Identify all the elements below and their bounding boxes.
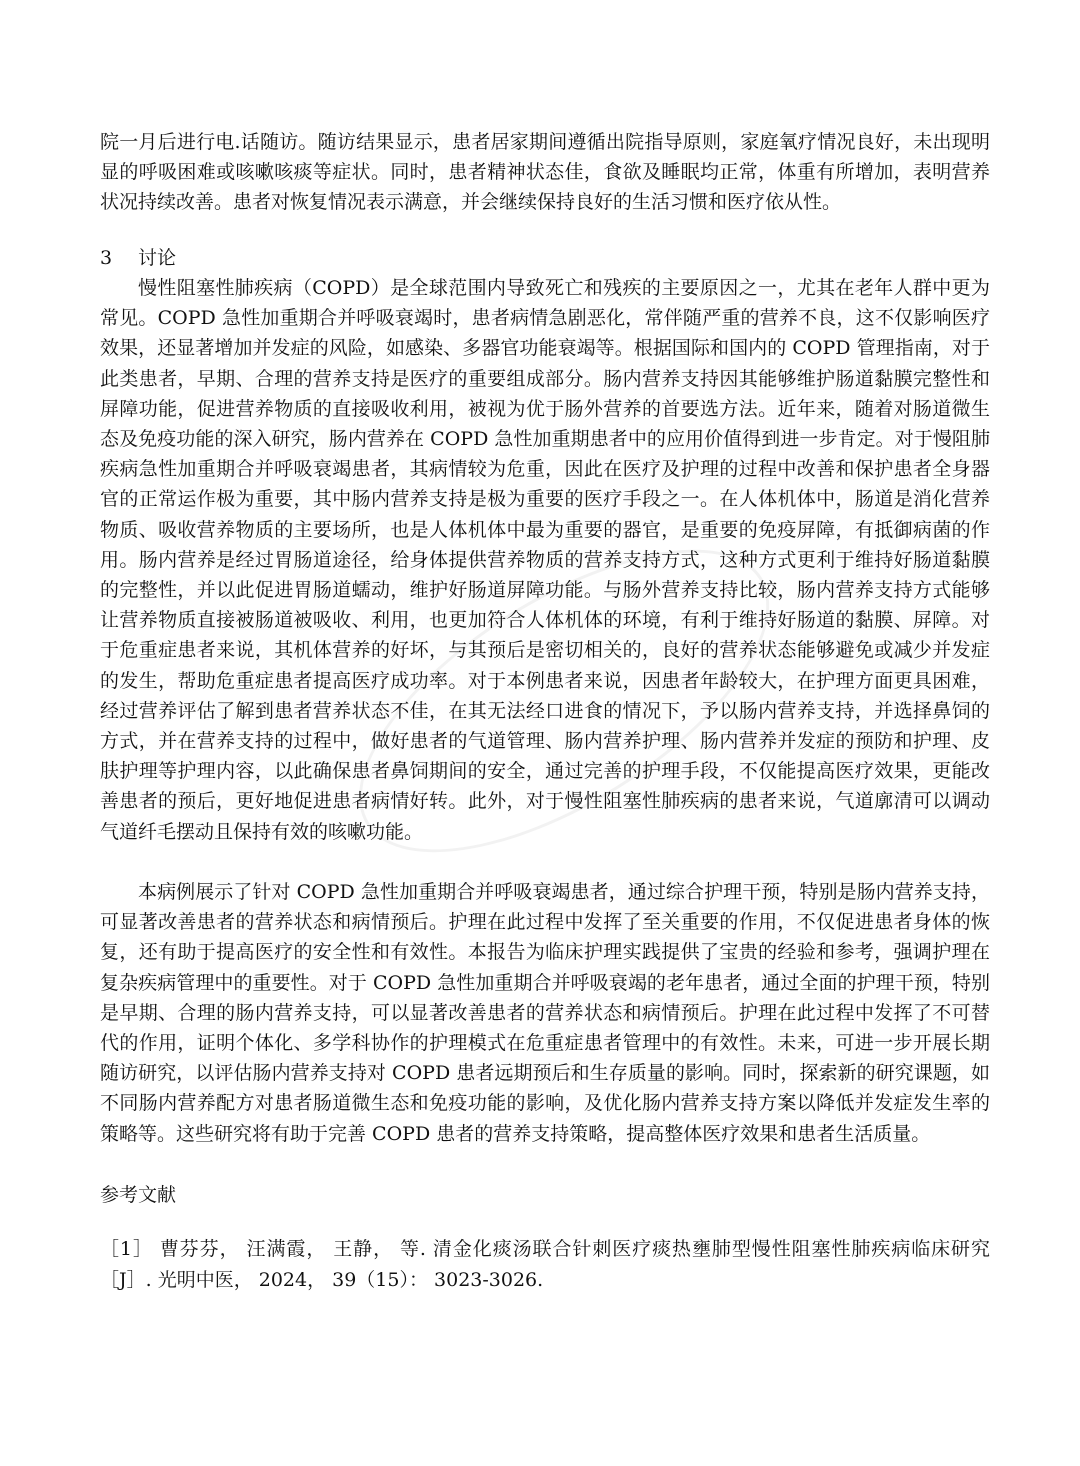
section-heading — [100, 243, 176, 273]
discussion-paragraph-1: 慢性阻塞性肺疾病（COPD）是全球范围内导致死亡和残疾的主要原因之一，尤其在老年人群中更为常见。COPD 急性加重期合并呼吸衰竭时，患者病情急剧恶化，常伴随严重的营养不良，这不仅影响医疗效果，还显著增加并发症的风险，如感染、多器官功能衰竭等。根据国际和国内的 COPD 管理指南，对于此类患者，早期、合理的营养支持是医疗的重要组成部分。肠内营养支持因其能够维护肠道黏膜完整性和屏障功能，促进营养物质的直接吸收利用，被视为优于肠外营养的首要选方法。近年来，随着对肠道微生态及免疫功能的深入研究，肠内营养在 COPD 急性加重期患者中的应用价值得到进一步肯定。对于慢阻肺疾病急性加重期合并呼吸衰竭患者，其病情较为危重，因此在医疗及护理的过程中改善和保护患者全身器官的正常运作极为重要，其中肠内营养支持是极为重要的医疗手段之一。在人体机体中，肠道是消化营养物质、吸收营养物质的主要场所，也是人体机体中最为重要的器官，是重要的免疫屏障，有抵御病菌的作用。肠内营养是经过胃肠道途径，给身体提供营养物质的营养支持方式，这种方式更利于维持好肠道黏膜的完整性，并以此促进胃肠道蠕动，维护好肠道屏障功能。与肠外营养支持比较，肠内营养支持方式能够让营养物质直接被肠道被吸收、利用，也更加符合人体机体的环境，有利于维持好肠道的黏膜、屏障。对于危重症患者来说，其机体营养的好坏，与其预后是密切相关的，良好的营养状态能够避免或减少并发症的发生，帮助危重症患者提高医疗成功率。对于本例患者来说，因患者年龄较大，在护理方面更具困难，经过营养评估了解到患者营养状态不佳，在其无法经口进食的情况下，予以肠内营养支持，并选择鼻饲的方式，并在营养支持的过程中，做好患者的气道管理、肠内营养护理、肠内营养并发症的预防和护理、皮肤护理等护理内容，以此确保患者鼻饲期间的安全，通过完善的护理手段，不仅能提高医疗效果，更能改善患者的预后，更好地促进患者病情好转。此外，对于慢性阻塞性肺疾病的患者来说，气道廓清可以调动气道纤毛摆动且保持有效的咳嗽功能。 — [100, 277, 990, 843]
reference-item: ［1］ 曹芬芬， 汪满霞， 王静， 等. 清金化痰汤联合针刺医疗痰热壅肺型慢性阻塞性肺疾病临床研究［J］. 光明中医， 2024， 39（15）： 3023-3026. — [100, 1238, 990, 1291]
references-title: 参考文献 — [100, 1184, 177, 1206]
section-title: 讨论 — [138, 247, 177, 269]
section-number: 3 — [100, 247, 113, 269]
continuation-paragraph: 院一月后进行电.话随访。随访结果显示，患者居家期间遵循出院指导原则，家庭氧疗情况良好，未出现明显的呼吸困难或咳嗽咳痰等症状。同时，患者精神状态佳，食欲及睡眠均正常，体重有所增加，表明营养状况持续改善。患者对恢复情况表示满意，并会继续保持良好的生活习惯和医疗依从性。 — [100, 131, 990, 214]
discussion-paragraph-2: 本病例展示了针对 COPD 急性加重期合并呼吸衰竭患者，通过综合护理干预，特别是肠内营养支持，可显著改善患者的营养状态和病情预后。护理在此过程中发挥了至关重要的作用，不仅促进患者身体的恢复，还有助于提高医疗的安全性和有效性。本报告为临床护理实践提供了宝贵的经验和参考，强调护理在复杂疾病管理中的重要性。对于 COPD 急性加重期合并呼吸衰竭的老年患者，通过全面的护理干预，特别是早期、合理的肠内营养支持，可以显著改善患者的营养状态和病情预后。护理在此过程中发挥了不可替代的作用，证明个体化、多学科协作的护理模式在危重症患者管理中的有效性。未来，可进一步开展长期随访研究，以评估肠内营养支持对 COPD 患者远期预后和生存质量的影响。同时，探索新的研究课题，如不同肠内营养配方对患者肠道微生态和免疫功能的影响，及优化肠内营养支持方案以降低并发症发生率的策略等。这些研究将有助于完善 COPD 患者的营养支持策略，提高整体医疗效果和患者生活质量。 — [100, 881, 990, 1145]
